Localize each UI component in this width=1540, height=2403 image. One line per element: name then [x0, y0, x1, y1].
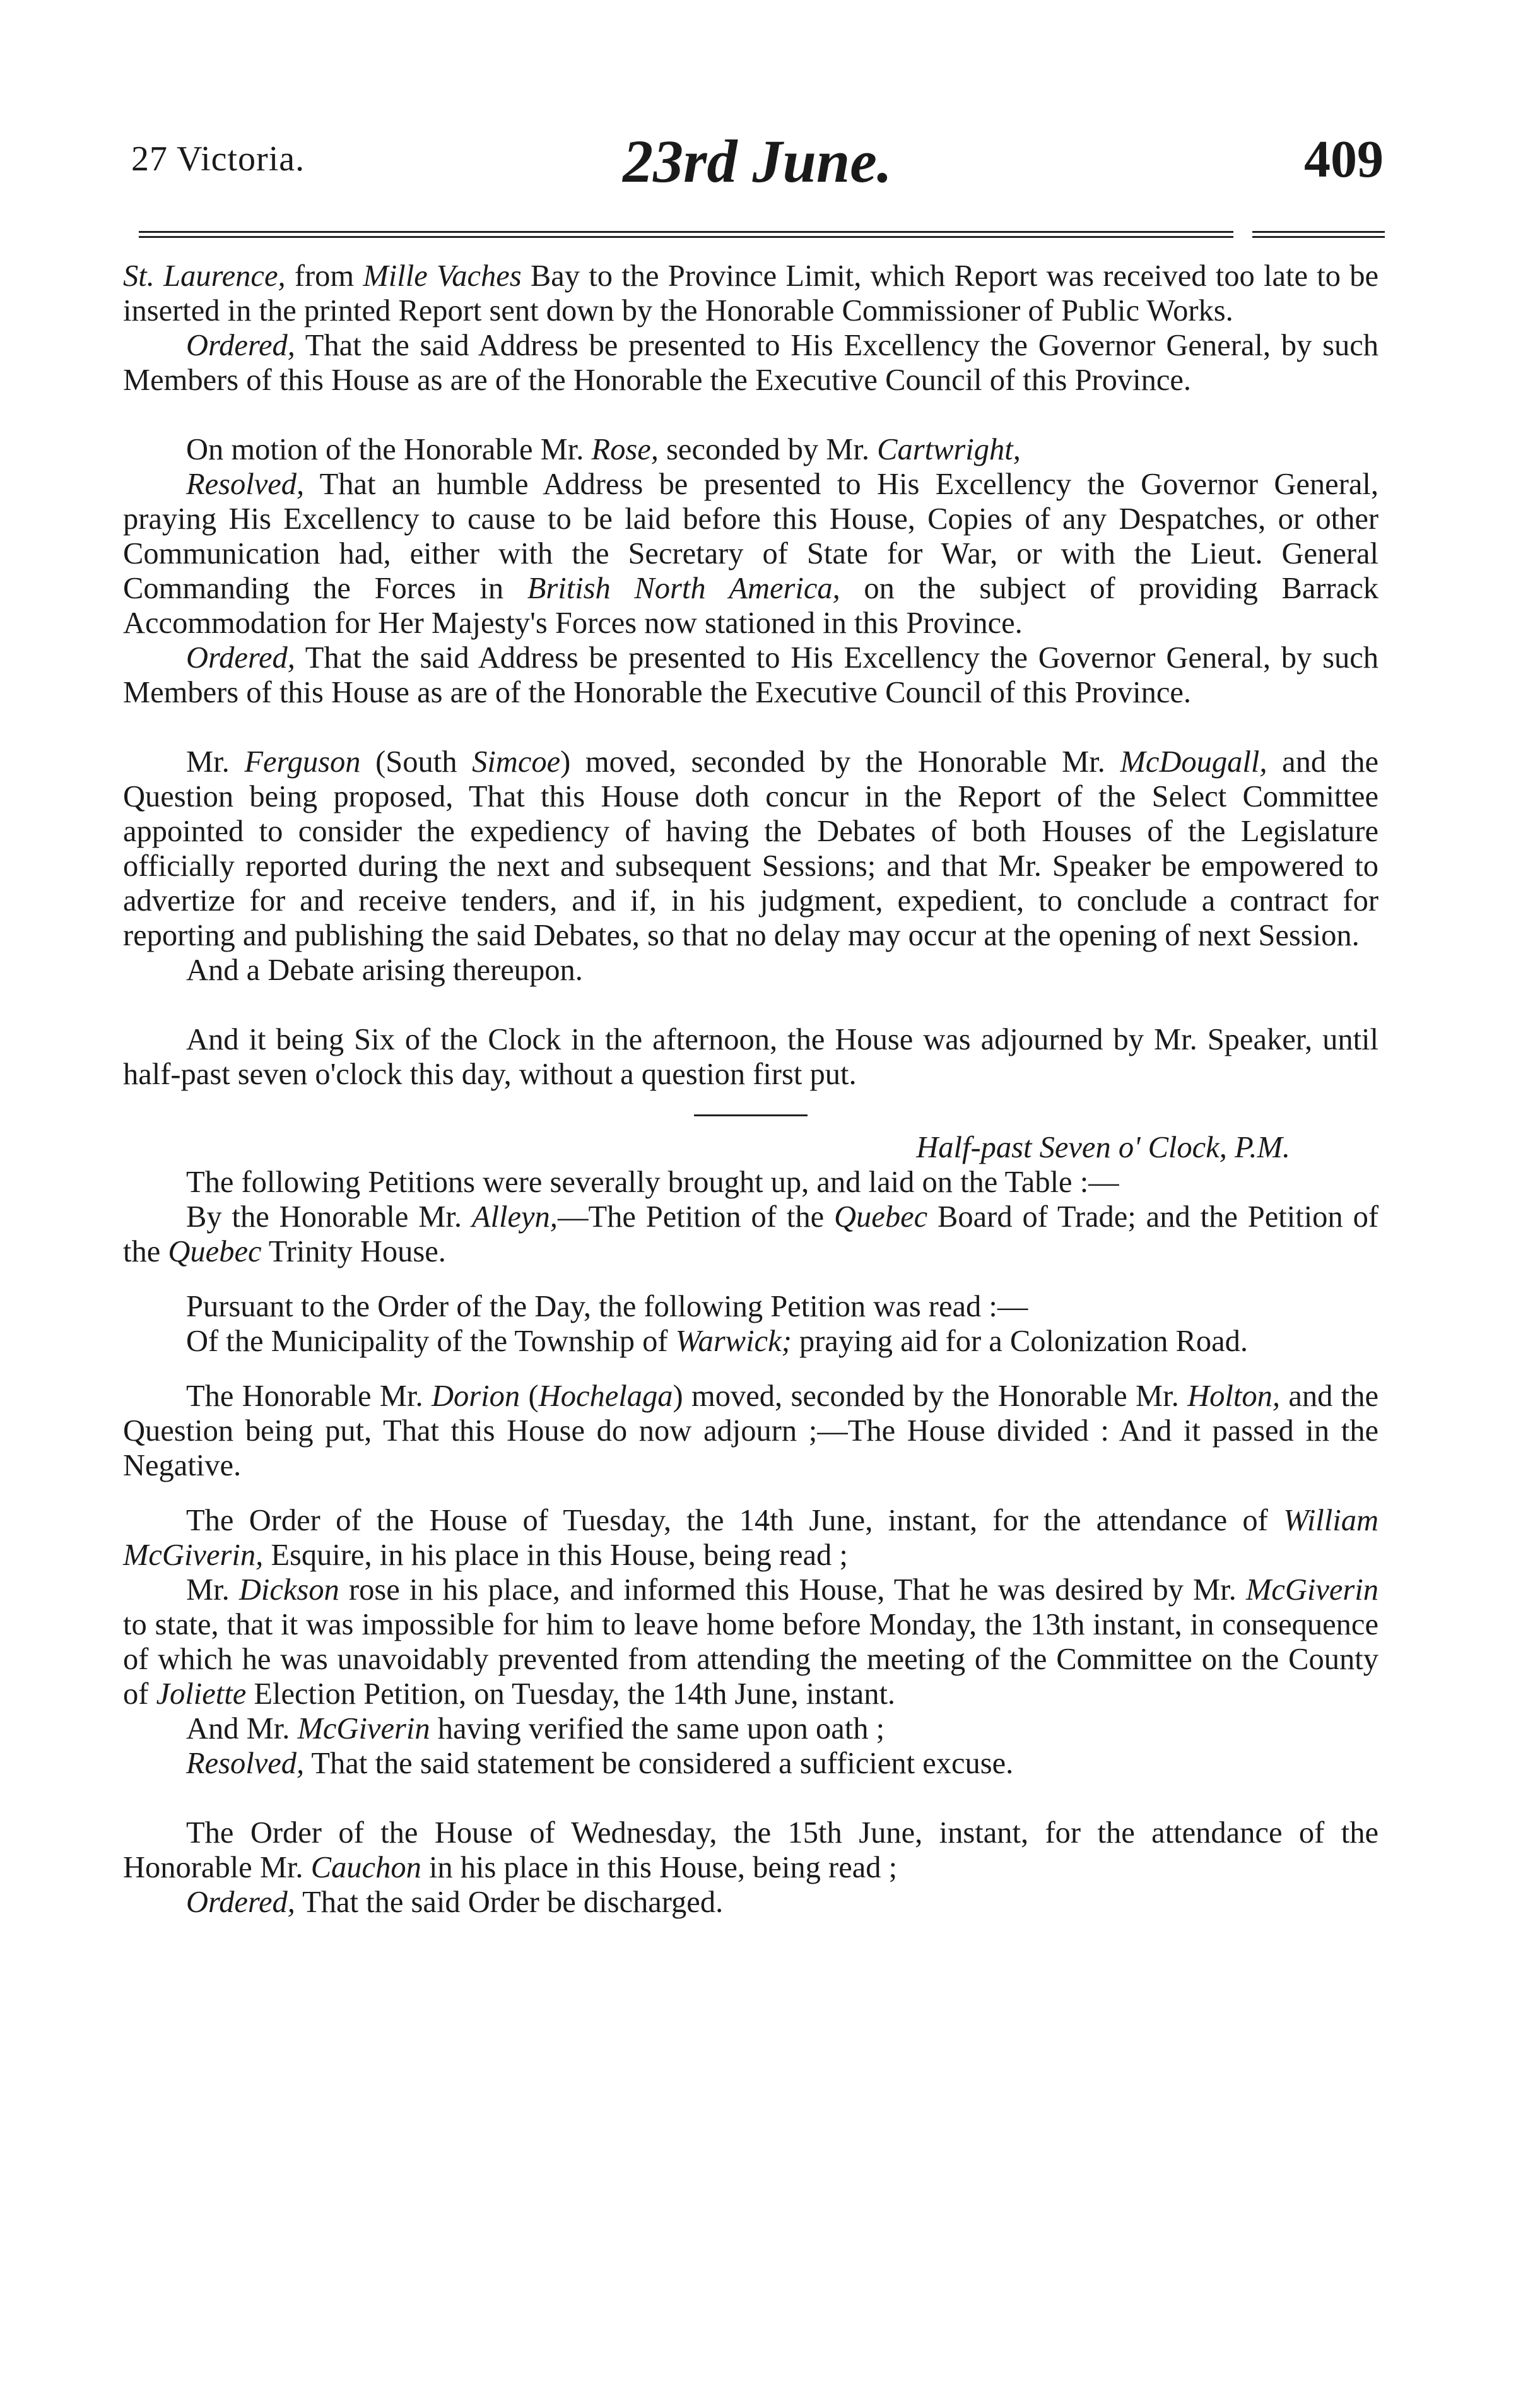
time-heading: Half-past Seven o' Clock, P.M.: [916, 1131, 1290, 1164]
paragraph-resolved-excuse: Resolved, That the said statement be considered a sufficient excuse.: [186, 1747, 1014, 1780]
paragraph-petitions: The following Petitions were severally brought up, and laid on the Table :—: [186, 1166, 1119, 1199]
paragraph-debate: And a Debate arising thereupon.: [186, 954, 583, 987]
paragraph-resolved-address: Resolved, That an humble Address be presented to His Excellency the Governor General, praying His Excellency to cause to be laid before this House, Copies of any Despatches, or other Communication had, either with the Secretary of State for War, or with the Lieut. General Commanding the Forces in British North America, on the subject of providing Barrack Accommodation for Her Majesty's Forces now stationed in this Province.: [123, 468, 1378, 640]
paragraph-oath: And Mr. McGiverin having verified the same upon oath ;: [186, 1712, 885, 1745]
paragraph-ordered-discharged: Ordered, That the said Order be discharged.: [186, 1886, 724, 1919]
paragraph-dorion-motion: The Honorable Mr. Dorion (Hochelaga) moved, seconded by the Honorable Mr. Holton, and the Question being put, That this House do now adjourn ;—The House divided : And it passed in the Negative.: [123, 1379, 1379, 1482]
paragraph-motion-rose: On motion of the Honorable Mr. Rose, seconded by Mr. Cartwright,: [186, 433, 1021, 466]
paragraph-petition-alleyn: By the Honorable Mr. Alleyn,—The Petition of the Quebec Board of Trade; and the Petition of the Quebec Trinity House.: [123, 1200, 1378, 1268]
page-body: [123, 259, 1378, 1920]
paragraph-order-tuesday: The Order of the House of Tuesday, the 14th June, instant, for the attendance of William McGiverin, Esquire, in his place in this House, being read ;: [123, 1504, 1378, 1572]
paragraph-order-wednesday: The Order of the House of Wednesday, the 15th June, instant, for the attendance of the Honorable Mr. Cauchon in his place in this House, being read ;: [123, 1816, 1378, 1884]
paragraph-warwick: Of the Municipality of the Township of Warwick; praying aid for a Colonization Road.: [186, 1325, 1249, 1358]
paragraph-adjourned: And it being Six of the Clock in the afternoon, the House was adjourned by Mr. Speaker, until half-past seven o'clock this day, without a question first put.: [123, 1023, 1378, 1091]
paragraph-ordered-1: Ordered, That the said Address be presented to His Excellency the Governor General, by such Members of this House as are of the Honorable the Executive Council of this Province.: [123, 329, 1378, 397]
paragraph-order-of-day: Pursuant to the Order of the Day, the following Petition was read :—: [186, 1290, 1028, 1323]
paragraph-report: St. Laurence, from Mille Vaches Bay to the Province Limit, which Report was received too late to be inserted in the printed Report sent down by the Honorable Commissioner of Public Works.: [123, 259, 1378, 328]
page-date-heading: 23rd June.: [623, 127, 892, 195]
paragraph-ferguson-motion: Mr. Ferguson (South Simcoe) moved, seconded by the Honorable Mr. McDougall, and the Question being proposed, That this House doth concur in the Report of the Select Committee appointed to consider the expediency of having the Debates of both Houses of the Legislature officially reported during the next and subsequent Sessions; and that Mr. Speaker be empowered to advertize for and receive tenders, and if, in his judgment, expedient, to conclude a contract for reporting and publishing the said Debates, so that no delay may occur at the opening of next Session.: [123, 745, 1378, 952]
running-head-left: 27 Victoria.: [131, 139, 305, 179]
section-separator: [694, 1114, 808, 1116]
page-number: 409: [1304, 130, 1384, 189]
header-rule: [139, 227, 1385, 246]
paragraph-ordered-2: Ordered, That the said Address be presented to His Excellency the Governor General, by such Members of this House as are of the Honorable the Executive Council of this Province.: [123, 641, 1378, 709]
page-header: [131, 126, 1384, 215]
paragraph-dickson: Mr. Dickson rose in his place, and informed this House, That he was desired by Mr. McGiverin to state, that it was impossible for him to leave home before Monday, the 13th instant, in consequence of which he was unavoidably prevented from attending the meeting of the Committee on the County of Joliette Election Petition, on Tuesday, the 14th June, instant.: [123, 1573, 1378, 1711]
